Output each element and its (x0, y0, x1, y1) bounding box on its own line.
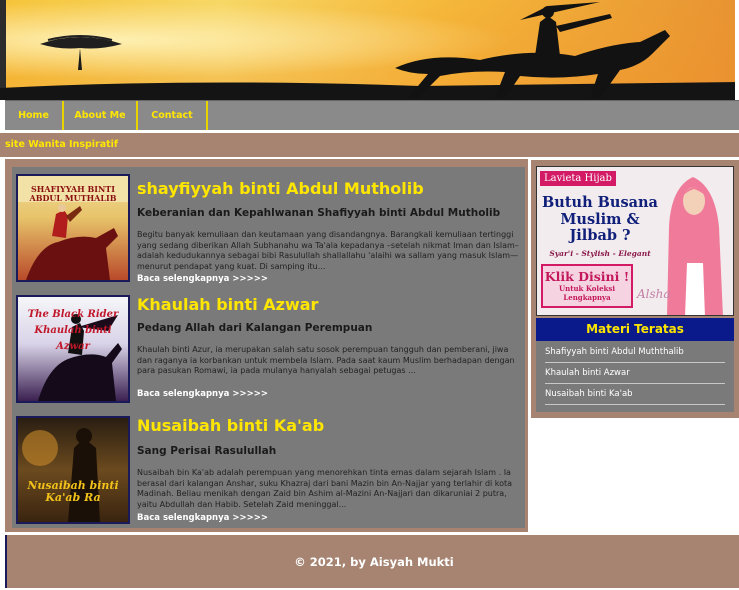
footer (5, 535, 739, 588)
ad-cta-text: Klik Disini ! (544, 269, 630, 284)
hijab-advertisement[interactable] (536, 166, 734, 316)
article-title[interactable]: shayfiyyah binti Abdul Mutholib (137, 179, 424, 198)
nav-home[interactable]: Home (5, 101, 64, 130)
sidebar (531, 160, 739, 418)
article-thumbnail[interactable] (16, 174, 130, 282)
top-articles-widget (536, 318, 734, 412)
marquee-bar (0, 133, 739, 157)
nav-contact[interactable]: Contact (138, 101, 208, 130)
article-list (5, 159, 528, 532)
article-card (12, 167, 525, 290)
copyright-text: © 2021, by Aisyah Mukti (294, 555, 454, 569)
article-excerpt: Khaulah binti Azur, ia merupakan salah satu sosok perempuan tangguh dan pemberani, jiwa dan raganya ia korbankan untuk membela Islam. Pada saat kaum Muslim berhadapan dengan para pasukan Romawi, ia pada mulanya hanyalah sebagai petugas ... (137, 345, 515, 375)
widget-link-shafiyyah[interactable]: Shafiyyah binti Abdul Muththalib (545, 342, 725, 363)
widget-link-khaulah[interactable]: Khaulah binti Azwar (545, 363, 725, 384)
marquee-text: site Wanita Inspiratif (5, 139, 119, 150)
article-card (12, 288, 525, 411)
book-cover-title: SHAFIYYAH BINTI ABDUL MUTHALIB (29, 184, 117, 203)
ad-headline: Butuh Busana Muslim & Jilbab ? (542, 194, 658, 244)
banner-illustration (0, 0, 739, 100)
header-banner (0, 0, 739, 100)
book-cover-title: Nusaibah binti Ka'ab Ra (27, 479, 119, 504)
article-subtitle: Sang Perisai Rasulullah (137, 445, 277, 457)
tree-silhouette (40, 36, 122, 70)
read-more-link[interactable]: Baca selengkapnya >>>>> (137, 389, 268, 399)
banner-right-edge (735, 0, 739, 100)
book-cover-image (18, 418, 128, 522)
article-subtitle: Keberanian dan Kepahlwanan Shafiyyah binti Abdul Mutholib (137, 207, 501, 219)
ad-brand: Lavieta Hijab (540, 171, 616, 186)
main-navigation (5, 100, 739, 130)
ad-tagline: Syar'i - Stylish - Elegant (549, 249, 651, 258)
widget-title: Materi Teratas (536, 318, 734, 341)
nav-about-me[interactable]: About Me (64, 101, 138, 130)
ground-silhouette (0, 82, 739, 100)
ad-cta-subtext: Untuk Koleksi Lengkapnya (559, 284, 615, 302)
article-card (12, 409, 525, 530)
ad-cta-button[interactable] (541, 264, 633, 308)
article-thumbnail[interactable] (16, 416, 130, 524)
article-thumbnail[interactable] (16, 295, 130, 403)
article-excerpt: Nusaibah bin Ka'ab adalah perempuan yang menorehkan tinta emas dalam sejarah Islam . Ia berasal dari kalangan Anshar, suku Khazraj dari bani Mazin bin An-Najjar yang terlahir di kota Madinah. Beliau menikah dengan Zaid bin Ashim al-Mazini An-Najjari dan dikaruniai 2 putra, yaitu Abdullah dan Habib. Setelah Zaid meninggal... (137, 468, 513, 509)
widget-link-nusaibah[interactable]: Nusaibah binti Ka'ab (545, 384, 725, 405)
ad-logo: Alsha (637, 287, 671, 301)
article-subtitle: Pedang Allah dari Kalangan Perempuan (137, 322, 373, 334)
article-title[interactable]: Khaulah binti Azwar (137, 295, 319, 314)
read-more-link[interactable]: Baca selengkapnya >>>>> (137, 513, 268, 523)
read-more-link[interactable]: Baca selengkapnya >>>>> (137, 274, 268, 284)
article-excerpt: Begitu banyak kemuliaan dan keutamaan yang disandangnya. Barangkali kemuliaan tertinggi yang sedang diberikan Allah Subhanahu wa Ta'ala kepadanya –setelah nikmat Iman dan Islam– adalah kedudukannya sebagai bibi Rasulullah shallallahu 'alaihi wa sallam yang masuk Islam—menurut pendapat yang kuat. Di samping itu... (137, 230, 519, 271)
book-cover-title: The Black Rider Khaulah binti Azwar (27, 309, 119, 352)
article-title[interactable]: Nusaibah binti Ka'ab (137, 416, 325, 435)
